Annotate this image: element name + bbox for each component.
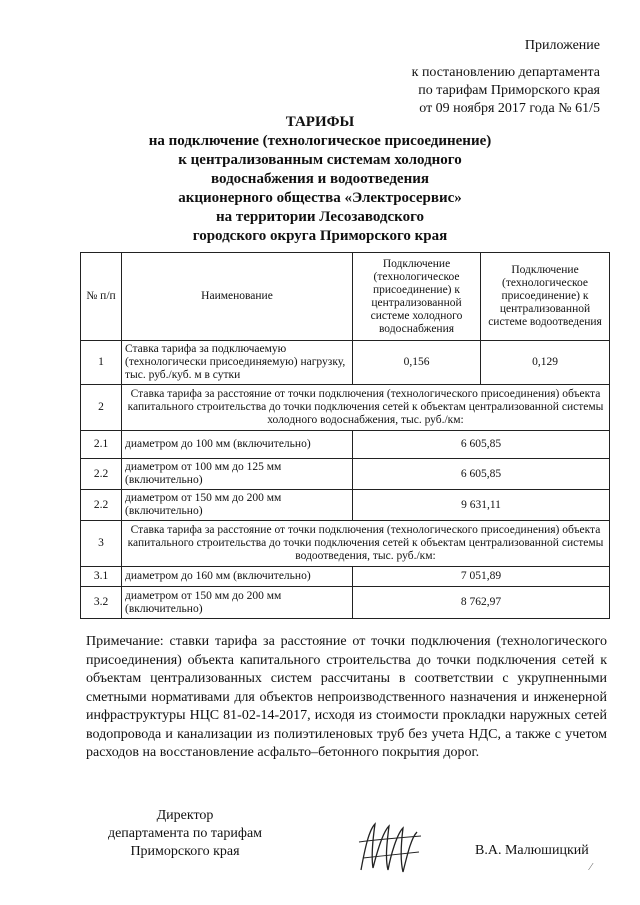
row-value: 8 762,97: [353, 587, 610, 619]
signatory-position: [100, 807, 270, 861]
signatory-name: В.А. Малюшицкий: [475, 843, 589, 858]
header-water: Подключение (технологическое присоединение) к централизованной системе холодного водоснабжения: [353, 253, 481, 341]
row-value: 6 605,85: [353, 431, 610, 459]
title-line-3: к централизованным системам холодного: [178, 152, 462, 168]
row-name: диаметром до 160 мм (включительно): [122, 567, 353, 587]
position-line-3: Приморского края: [130, 844, 240, 859]
row-value: 9 631,11: [353, 490, 610, 521]
table-header-row: [81, 253, 610, 341]
row-name: диаметром до 100 мм (включительно): [122, 431, 353, 459]
header-name: Наименование: [122, 253, 353, 341]
note-paragraph: Примечание: ставки тарифа за расстояние от точки подключения (технологического присоединения) объекта капитального строительства до точки подключения сетей к объектам централизованных систем рассчитаны в соответствии с укрупненными сметными нормативами для объектов непроизводственного назначения и инженерной инфраструктуры НЦС 81-02-14-2017, исходя из стоимости прокладки наружных сетей водопровода и канализации из полиэтиленовых труб без учета НДС, а также с учетом расходов на восстановление асфальто–бетонного покрытия дорог.: [86, 634, 607, 760]
resolution-line-2: по тарифам Приморского края: [418, 83, 600, 98]
row-name: диаметром от 100 мм до 125 мм (включительно): [122, 459, 353, 490]
table-row: [81, 521, 610, 567]
resolution-line-1: к постановлению департамента: [411, 65, 600, 80]
row-sewer-value: 0,129: [481, 341, 610, 385]
position-line-2: департамента по тарифам: [107, 826, 263, 841]
title-line-1: ТАРИФЫ: [285, 114, 355, 130]
document-title: [0, 113, 640, 246]
table-row: [81, 341, 610, 385]
row-name: диаметром от 150 мм до 200 мм (включительно): [122, 490, 353, 521]
table-row: [81, 385, 610, 431]
title-line-7: городского округа Приморского края: [192, 228, 448, 244]
resolution-line-3: от 09 ноября 2017 года № 61/5: [419, 101, 600, 116]
resolution-reference: [412, 64, 600, 118]
row-section-text: Ставка тарифа за расстояние от точки подключения (технологического присоединения) объекта капитального строительства до точки подключения сетей к объектам централизованной системы холодного водоснабжения, тыс. руб./км:: [122, 385, 610, 431]
table-row: [81, 431, 610, 459]
margin-mark: ⁄: [590, 862, 592, 873]
header-num: № п/п: [81, 253, 122, 341]
handwritten-signature: [355, 818, 425, 878]
title-line-4: водоснабжения и водоотведения: [211, 171, 429, 187]
position-line-1: Директор: [156, 808, 214, 823]
title-line-2: на подключение (технологическое присоединение): [148, 133, 492, 149]
row-water-value: 0,156: [353, 341, 481, 385]
row-num: 2.2: [81, 459, 122, 490]
row-num: 2: [81, 385, 122, 431]
table-row: [81, 490, 610, 521]
header-sewer: Подключение (технологическое присоединение) к централизованной системе водоотведения: [481, 253, 610, 341]
appendix-label: [525, 37, 600, 55]
row-name: диаметром от 150 мм до 200 мм (включительно): [122, 587, 353, 619]
row-name: Ставка тарифа за подключаемую (технологически присоединяемую) нагрузку, тыс. руб./куб. м в сутки: [122, 341, 353, 385]
row-value: 7 051,89: [353, 567, 610, 587]
table-row: [81, 587, 610, 619]
title-line-5: акционерного общества «Электросервис»: [178, 190, 462, 206]
row-num: 3.2: [81, 587, 122, 619]
row-section-text: Ставка тарифа за расстояние от точки подключения (технологического присоединения) объекта капитального строительства до точки подключения сетей к объектам централизованной системы водоотведения, тыс. руб./км:: [122, 521, 610, 567]
table-row: [81, 459, 610, 490]
row-num: 3: [81, 521, 122, 567]
title-line-6: на территории Лесозаводского: [215, 209, 425, 225]
table-row: [81, 567, 610, 587]
row-num: 2.2: [81, 490, 122, 521]
tariff-table: [80, 252, 610, 619]
row-value: 6 605,85: [353, 459, 610, 490]
appendix-text: Приложение: [524, 38, 600, 53]
row-num: 1: [81, 341, 122, 385]
row-num: 3.1: [81, 567, 122, 587]
row-num: 2.1: [81, 431, 122, 459]
